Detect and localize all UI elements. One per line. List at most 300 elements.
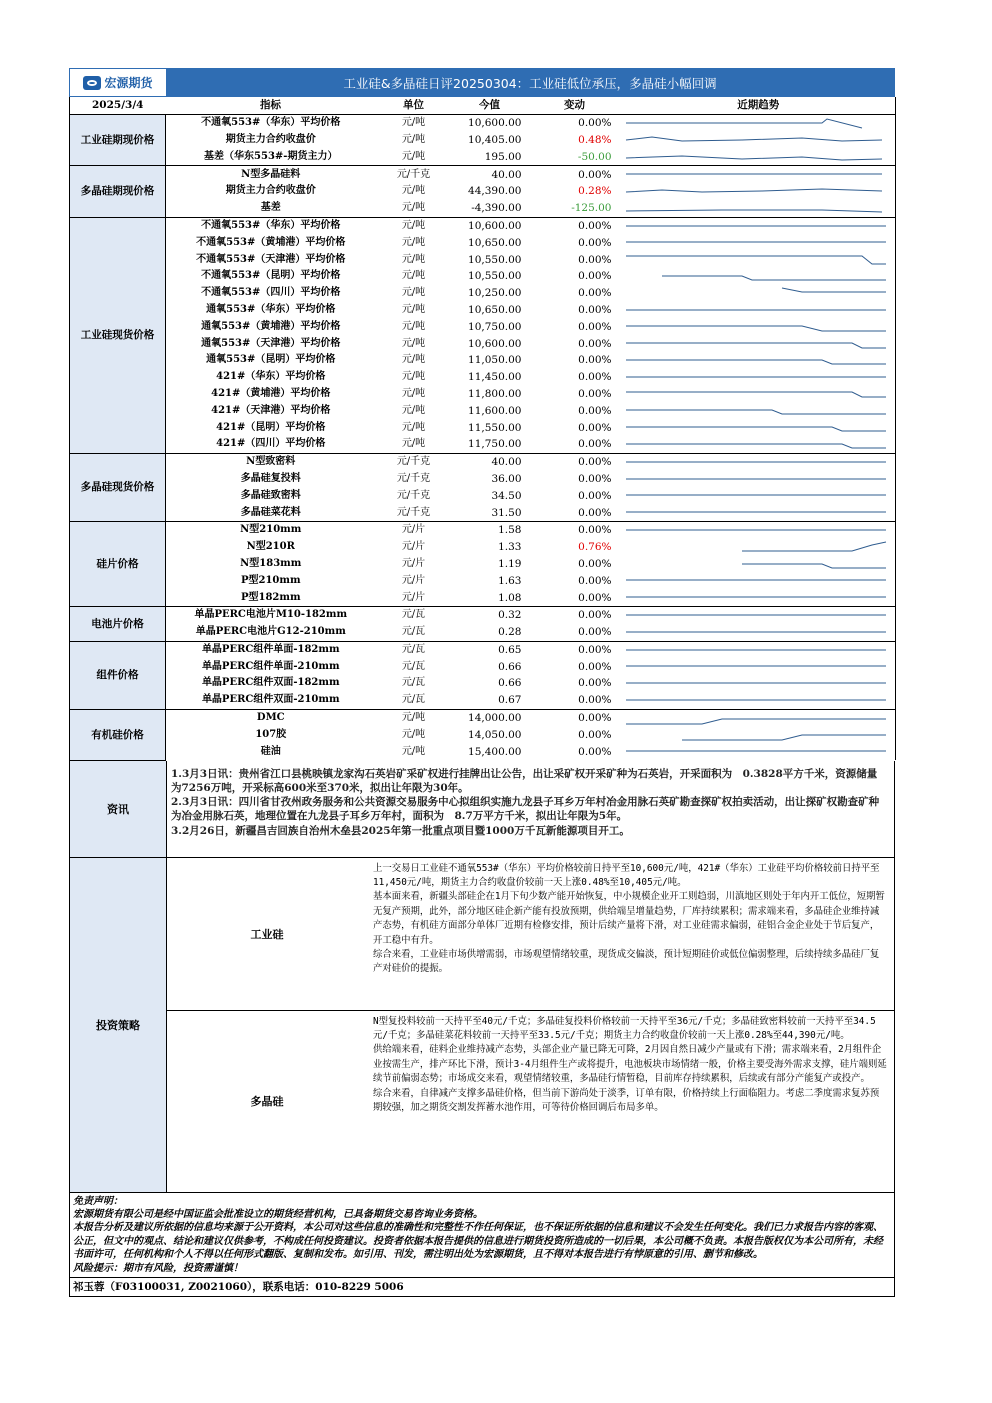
price-table (69, 97, 896, 761)
trend-sparkline (622, 318, 896, 335)
indicator-name: 期货主力合约收盘价 (225, 133, 316, 145)
strategy-polysilicon (167, 1010, 894, 1192)
value-cell: 15,400.00 (468, 745, 522, 758)
category-cell: 有机硅价格 (70, 709, 166, 760)
change-cell: 0.00% (578, 506, 612, 519)
news-list (167, 761, 894, 857)
value-cell: 11,750.00 (468, 438, 522, 451)
change-cell: 0.00% (578, 660, 612, 673)
category-cell: 硅片价格 (70, 521, 166, 606)
sparkline-line (622, 419, 890, 435)
sparkline-line (622, 402, 890, 418)
sparkline-line (622, 302, 890, 318)
unit-cell: 元/吨 (401, 404, 426, 416)
trend-sparkline (622, 352, 896, 369)
news-item: 2.3月3日讯：四川省甘孜州政务服务和公共资源交易服务中心拟组织实施九龙县子耳乡万年村冶金用脉石英矿勘查探矿权拍卖活动，出让探矿权勘查矿种为冶金用脉石英，地理位置在九龙县子耳乡万年村，面积为 8.7万平方千米，拟出让年限为5年。 (171, 796, 880, 823)
unit-cell: 元/瓦 (376, 641, 452, 658)
value-cell: 1.19 (498, 557, 522, 570)
sparkline-line (622, 200, 890, 216)
trend-sparkline (622, 487, 896, 504)
value-cell: 1.33 (498, 541, 522, 554)
unit-cell: 元/吨 (401, 745, 426, 757)
change-cell: 0.00% (578, 557, 612, 570)
value-cell: -4,390.00 (471, 202, 522, 215)
value-cell: 10,600.00 (452, 217, 528, 234)
change-cell: 0.00% (578, 371, 612, 384)
unit-cell: 元/千克 (376, 166, 452, 183)
unit-cell: 元/吨 (401, 270, 426, 282)
value-cell: 0.66 (498, 660, 522, 673)
value-cell: 14,050.00 (468, 728, 522, 741)
table-row (70, 658, 896, 675)
table-row (70, 692, 896, 709)
indicator-name: N型210R (246, 541, 295, 553)
sparkline-line (622, 166, 890, 182)
sparkline-line (622, 726, 890, 742)
indicator-name: 通氧553#（昆明）平均价格 (206, 354, 336, 366)
unit-cell: 元/吨 (401, 387, 426, 399)
category-cell: 工业硅期现价格 (70, 114, 166, 165)
sparkline-line (622, 743, 890, 759)
disclaimer-body: 宏源期货有限公司是经中国证监会批准设立的期货经营机构，已具备期货交易咨询业务资格。 本报告分析及建议所依据的信息均来源于公开资料，本公司对这些信息的准确性和完整性不作任何保证，也不保证所依据的信息和建议不会发生任何变化。我们已力求报告内容的客观、公正，但文中的观点、结论和建议仅供参考，不构成任何投资建议。投资者依据本报告提供的信息进行期货投资所造成的一切后果，本公司概不负责。本报告版权仅为本公司所有，未经书面许可，任何机构和个人不得以任何形式翻版、复制和发布。如引用、刊发，需注明出处为宏源期货，且不得对本报告进行有悖原意的引用、删节和修改。 (73, 1208, 883, 1261)
unit-cell: 元/吨 (376, 114, 452, 131)
header-today: 今值 (452, 97, 528, 114)
indicator-name: P型182mm (240, 591, 301, 603)
change-cell: 0.00% (528, 114, 622, 131)
trend-sparkline (622, 148, 896, 165)
value-cell: 0.66 (498, 677, 522, 690)
trend-sparkline (622, 572, 896, 589)
value-cell: 31.50 (491, 506, 522, 519)
table-row (70, 641, 896, 658)
report-header (69, 68, 895, 97)
header-trend: 近期趋势 (622, 97, 896, 114)
unit-cell: 元/吨 (401, 371, 426, 383)
indicator-name: 硅油 (260, 745, 281, 757)
sparkline-line (622, 268, 890, 284)
strategy-sub-label: 多晶硅 (250, 1095, 284, 1109)
category-cell: 多晶硅现货价格 (70, 453, 166, 521)
indicator-name: N型致密料 (166, 453, 376, 470)
table-row (70, 539, 896, 556)
table-row (70, 386, 896, 403)
indicator-name: 通氧553#（华东）平均价格 (206, 303, 336, 315)
table-row (70, 726, 896, 743)
unit-cell: 元/吨 (401, 438, 426, 450)
change-cell: 0.00% (528, 709, 622, 726)
unit-cell: 元/片 (401, 591, 426, 603)
trend-sparkline (622, 624, 896, 641)
trend-sparkline (622, 419, 896, 436)
sparkline-line (622, 234, 890, 250)
change-cell: 0.00% (528, 641, 622, 658)
value-cell: 40.00 (452, 453, 528, 470)
trend-sparkline (622, 386, 896, 403)
trend-sparkline (622, 606, 896, 623)
unit-cell: 元/吨 (401, 728, 426, 740)
company-logo (70, 69, 166, 96)
trend-sparkline (622, 504, 896, 521)
table-row (70, 166, 896, 183)
value-cell: 11,450.00 (468, 371, 522, 384)
trend-sparkline (622, 234, 896, 251)
indicator-name: 单晶PERC组件单面-210mm (201, 660, 340, 672)
trend-sparkline (622, 589, 896, 606)
change-cell: 0.00% (578, 626, 612, 639)
indicator-name: 多晶硅致密料 (240, 489, 301, 501)
trend-sparkline (622, 166, 896, 183)
trend-sparkline (622, 200, 896, 217)
change-cell: 0.00% (578, 337, 612, 350)
table-row (70, 436, 896, 453)
sparkline-line (622, 369, 890, 385)
trend-sparkline (622, 114, 896, 131)
change-cell: 0.00% (528, 453, 622, 470)
indicator-name: N型多晶硅料 (166, 166, 376, 183)
value-cell: 1.63 (498, 574, 522, 587)
value-cell: 10,750.00 (468, 320, 522, 333)
unit-cell: 元/吨 (401, 287, 426, 299)
sparkline-line (622, 454, 890, 470)
sparkline-line (622, 642, 890, 658)
trend-sparkline (622, 556, 896, 573)
disclaimer (69, 1193, 895, 1278)
sparkline-line (622, 115, 890, 131)
unit-cell: 元/吨 (376, 709, 452, 726)
indicator-name: N型183mm (240, 557, 302, 569)
trend-sparkline (622, 692, 896, 709)
report-title: 工业硅&多晶硅日评20250304：工业硅低位承压，多晶硅小幅回调 (166, 69, 894, 96)
indicator-name: 基差 (260, 202, 281, 214)
change-cell: 0.00% (578, 728, 612, 741)
unit-cell: 元/吨 (376, 217, 452, 234)
change-cell: 0.00% (578, 320, 612, 333)
trend-sparkline (622, 183, 896, 200)
sparkline-line (622, 624, 890, 640)
change-cell: 0.00% (528, 606, 622, 623)
indicator-name: 421#（华东）平均价格 (216, 371, 326, 383)
table-row (70, 200, 896, 217)
header-indicator: 指标 (166, 97, 376, 114)
column-header-row (70, 97, 896, 114)
value-cell: 11,550.00 (468, 421, 522, 434)
indicator-name: 单晶PERC组件单面-182mm (166, 641, 376, 658)
sparkline-line (622, 692, 890, 708)
sparkline-line (622, 658, 890, 674)
change-cell: 0.00% (528, 521, 622, 538)
unit-cell: 元/片 (401, 574, 426, 586)
table-row (70, 268, 896, 285)
value-cell: 0.67 (498, 694, 522, 707)
disclaimer-title: 免责声明： (73, 1195, 123, 1207)
category-cell: 工业硅现货价格 (70, 217, 166, 453)
unit-cell: 元/吨 (401, 421, 426, 433)
news-item: 3.2月26日，新疆昌吉回族自治州木垒县2025年第一批重点项目暨1000万千瓦新能源项目开工。 (171, 824, 630, 837)
unit-cell: 元/千克 (396, 506, 431, 518)
sparkline-line (622, 352, 890, 368)
sparkline-line (622, 218, 890, 234)
strategy-section (69, 858, 895, 1193)
unit-cell: 元/片 (401, 557, 426, 569)
unit-cell: 元/片 (376, 521, 452, 538)
change-cell: 0.00% (578, 387, 612, 400)
value-cell: 10,550.00 (468, 253, 522, 266)
sparkline-line (622, 572, 890, 588)
report-date: 2025/3/4 (70, 97, 166, 114)
sparkline-line (622, 589, 890, 605)
value-cell: 44,390.00 (468, 185, 522, 198)
value-cell: 0.28 (498, 626, 522, 639)
indicator-name: 不通氧553#（昆明）平均价格 (201, 270, 341, 282)
strategy-label: 投资策略 (70, 858, 167, 1192)
indicator-name: 通氧553#（黄埔港）平均价格 (201, 320, 341, 332)
category-cell: 电池片价格 (70, 606, 166, 641)
strategy-text: 上一交易日工业硅不通氧553#（华东）平均价格较前日持平至10,600元/吨，421#（华东）工业硅平均价格较前日持平至11,450元/吨，期货主力合约收盘价较前一天上涨0.48%至10,405元/吨。 基本面来看，新疆头部硅企在1月下旬少数产能开始恢复，中小规模企业开工则趋弱，川滇地区则处于年内开工低位，短期暂无复产预期，此外，部分地区硅企新产能有投放预期，供给端呈增量趋势，厂库持续累积；需求端来看，多晶硅企业维持减产态势，有机硅方面部分单体厂近期有检修安排，预计后续产量将下滑，对工业硅需求偏弱，硅铝合金企业处于节后复产，开工稳中有升。 综合来看，工业硅市场供增需弱，市场观望情绪较重，现货成交偏淡，预计短期硅价或低位偏弱整理，后续持续多晶硅厂复产对硅价的提振。 (373, 862, 885, 975)
trend-sparkline (622, 251, 896, 268)
change-cell: 0.00% (578, 421, 612, 434)
sparkline-line (622, 607, 890, 623)
header-unit: 单位 (376, 97, 452, 114)
table-row (70, 504, 896, 521)
table-row (70, 318, 896, 335)
trend-sparkline (622, 285, 896, 302)
risk-warning: 风险提示：期市有风险，投资需谨慎！ (73, 1262, 243, 1274)
trend-sparkline (622, 302, 896, 319)
indicator-name: DMC (166, 709, 376, 726)
unit-cell: 元/瓦 (401, 626, 426, 638)
value-cell: 0.32 (452, 606, 528, 623)
header-change: 变动 (528, 97, 622, 114)
change-cell: 0.00% (578, 354, 612, 367)
table-row (70, 335, 896, 352)
sparkline-line (622, 285, 890, 301)
indicator-name: 期货主力合约收盘价 (225, 185, 316, 197)
trend-sparkline (622, 402, 896, 419)
change-cell: 0.28% (578, 185, 612, 198)
table-row (70, 572, 896, 589)
table-row (70, 606, 896, 623)
trend-sparkline (622, 453, 896, 470)
unit-cell: 元/瓦 (401, 677, 426, 689)
table-row (70, 556, 896, 573)
sparkline-line (622, 539, 890, 555)
news-label: 资讯 (70, 761, 167, 857)
trend-sparkline (622, 436, 896, 453)
sparkline-line (622, 675, 890, 691)
change-cell: -125.00 (571, 202, 612, 215)
strategy-industrial-silicon (167, 858, 894, 1010)
indicator-name: 多晶硅复投料 (240, 472, 301, 484)
sparkline-line (622, 471, 890, 487)
change-cell: 0.00% (528, 217, 622, 234)
unit-cell: 元/吨 (401, 202, 426, 214)
trend-sparkline (622, 369, 896, 386)
unit-cell: 元/吨 (401, 253, 426, 265)
unit-cell: 元/片 (401, 541, 426, 553)
change-cell: 0.00% (578, 574, 612, 587)
sparkline-line (622, 148, 890, 164)
unit-cell: 元/吨 (401, 133, 426, 145)
sparkline-line (622, 183, 890, 199)
trend-sparkline (622, 521, 896, 538)
indicator-name: 107胶 (255, 728, 287, 740)
change-cell: 0.00% (578, 236, 612, 249)
value-cell: 10,250.00 (468, 287, 522, 300)
category-cell: 多晶硅期现价格 (70, 166, 166, 217)
change-cell: 0.00% (578, 303, 612, 316)
value-cell: 0.65 (452, 641, 528, 658)
indicator-name: 基差（华东553#-期货主力） (204, 150, 338, 162)
sparkline-line (622, 132, 890, 148)
trend-sparkline (622, 268, 896, 285)
change-cell: 0.00% (578, 745, 612, 758)
table-row (70, 114, 896, 131)
report-sheet (69, 68, 895, 1297)
news-item: 1.3月3日讯：贵州省江口县桃映镇龙家沟石英岩矿采矿权进行挂牌出让公告，出让采矿权开采矿种为石英岩，开采面积为 0.3828平方千米，资源储量为7256万吨，开采标高600米至370米，拟出让年限为30年。 (171, 767, 878, 794)
trend-sparkline (622, 539, 896, 556)
indicator-name: 通氧553#（天津港）平均价格 (201, 337, 341, 349)
unit-cell: 元/瓦 (376, 606, 452, 623)
sparkline-line (622, 504, 890, 520)
value-cell: 10,600.00 (452, 114, 528, 131)
table-row (70, 132, 896, 149)
change-cell: -50.00 (577, 150, 612, 163)
trend-sparkline (622, 335, 896, 352)
table-row (70, 217, 896, 234)
indicator-name: 多晶硅菜花料 (240, 506, 301, 518)
table-row (70, 419, 896, 436)
sparkline-line (622, 335, 890, 351)
sparkline-line (622, 251, 890, 267)
logo-text: 宏源期货 (104, 76, 153, 90)
category-cell: 组件价格 (70, 641, 166, 709)
value-cell: 14,000.00 (452, 709, 528, 726)
value-cell: 11,050.00 (468, 354, 522, 367)
table-row (70, 369, 896, 386)
value-cell: 1.58 (452, 521, 528, 538)
table-row (70, 624, 896, 641)
indicator-name: 不通氧553#（四川）平均价格 (201, 287, 341, 299)
sparkline-line (622, 318, 890, 334)
unit-cell: 元/瓦 (401, 694, 426, 706)
indicator-name: 不通氧553#（华东）平均价格 (166, 217, 376, 234)
unit-cell: 元/吨 (401, 320, 426, 332)
value-cell: 11,600.00 (468, 404, 522, 417)
change-cell: 0.00% (528, 166, 622, 183)
indicator-name: 不通氧553#（华东）平均价格 (166, 114, 376, 131)
table-row (70, 402, 896, 419)
change-cell: 0.00% (578, 489, 612, 502)
value-cell: 11,800.00 (468, 387, 522, 400)
table-row (70, 285, 896, 302)
unit-cell: 元/千克 (396, 472, 431, 484)
table-row (70, 251, 896, 268)
indicator-name: 421#（黄埔港）平均价格 (211, 387, 331, 399)
unit-cell: 元/吨 (401, 354, 426, 366)
sparkline-line (622, 522, 890, 538)
analyst-contact: 祁玉蓉（F03100031, Z0021060），联系电话：010-8229 5006 (69, 1278, 895, 1297)
change-cell: 0.00% (578, 694, 612, 707)
table-row (70, 675, 896, 692)
sparkline-line (622, 436, 890, 452)
trend-sparkline (622, 471, 896, 488)
trend-sparkline (622, 675, 896, 692)
strategy-text: N型复投料较前一天持平至40元/千克；多晶硅复投料价格较前一天持平至36元/千克；多晶硅致密料较前一天持平至34.5元/千克；多晶硅菜花料较前一天持平至33.5元/千克；期货主力合约收盘价较前一天上涨0.28%至44,390元/吨。 供给端来看，硅料企业维持减产态势，头部企业产量已降无可降，2月因自然日减少产量或有下滑；需求端来看，2月组件企业按需生产，排产环比下滑，预计3-4月组件生产或将提升，电池板块市场情绪一般，价格主要受海外需求支撑，硅片端则延续节前偏弱态势；市场成交来看，观望情绪较重，多晶硅行情暂稳，目前库存持续累积，后续或有部分产能复产或投产。 综合来看，自律减产支撑多晶硅价格，但当前下游尚处于淡季，订单有限，价格持续上行面临阻力。考虑二季度需求复苏预期较强，加之期货交割发挥蓄水池作用，可等待价格回调后布局多单。 (373, 1015, 887, 1114)
trend-sparkline (622, 217, 896, 234)
trend-sparkline (622, 709, 896, 726)
change-cell: 0.00% (578, 438, 612, 451)
value-cell: 10,650.00 (468, 236, 522, 249)
trend-sparkline (622, 658, 896, 675)
trend-sparkline (622, 641, 896, 658)
table-row (70, 302, 896, 319)
trend-sparkline (622, 743, 896, 760)
value-cell: 195.00 (484, 150, 522, 163)
indicator-name: 421#（昆明）平均价格 (216, 421, 326, 433)
indicator-name: 421#（天津港）平均价格 (211, 404, 331, 416)
change-cell: 0.00% (578, 677, 612, 690)
value-cell: 10,405.00 (468, 133, 522, 146)
indicator-name: 421#（四川）平均价格 (216, 438, 326, 450)
news-section (69, 761, 895, 858)
sparkline-line (622, 556, 890, 572)
value-cell: 40.00 (452, 166, 528, 183)
indicator-name: 单晶PERC电池片M10-182mm (166, 606, 376, 623)
unit-cell: 元/千克 (376, 453, 452, 470)
table-row (70, 471, 896, 488)
indicator-name: 单晶PERC组件双面-182mm (201, 677, 340, 689)
sparkline-line (622, 386, 890, 402)
sparkline-line (622, 487, 890, 503)
trend-sparkline (622, 726, 896, 743)
change-cell: 0.00% (578, 270, 612, 283)
unit-cell: 元/吨 (401, 150, 426, 162)
unit-cell: 元/瓦 (401, 660, 426, 672)
change-cell: 0.48% (578, 133, 612, 146)
table-row (70, 183, 896, 200)
table-row (70, 709, 896, 726)
indicator-name: 不通氧553#（黄埔港）平均价格 (196, 236, 346, 248)
change-cell: 0.00% (578, 253, 612, 266)
unit-cell: 元/吨 (401, 185, 426, 197)
indicator-name: 单晶PERC组件双面-210mm (201, 694, 340, 706)
table-row (70, 352, 896, 369)
table-row (70, 487, 896, 504)
value-cell: 34.50 (491, 489, 522, 502)
trend-sparkline (622, 132, 896, 149)
logo-icon (83, 76, 101, 90)
value-cell: 1.08 (498, 591, 522, 604)
value-cell: 10,650.00 (468, 303, 522, 316)
table-row (70, 589, 896, 606)
table-row (70, 453, 896, 470)
change-cell: 0.00% (578, 591, 612, 604)
value-cell: 36.00 (491, 472, 522, 485)
table-row (70, 743, 896, 760)
unit-cell: 元/吨 (401, 303, 426, 315)
unit-cell: 元/吨 (401, 236, 426, 248)
change-cell: 0.76% (578, 541, 612, 554)
indicator-name: P型210mm (240, 574, 301, 586)
table-row (70, 148, 896, 165)
change-cell: 0.00% (578, 287, 612, 300)
change-cell: 0.00% (578, 472, 612, 485)
strategy-sub-label: 工业硅 (250, 927, 284, 941)
indicator-name: N型210mm (166, 521, 376, 538)
table-row (70, 234, 896, 251)
value-cell: 10,600.00 (468, 337, 522, 350)
table-row (70, 521, 896, 538)
